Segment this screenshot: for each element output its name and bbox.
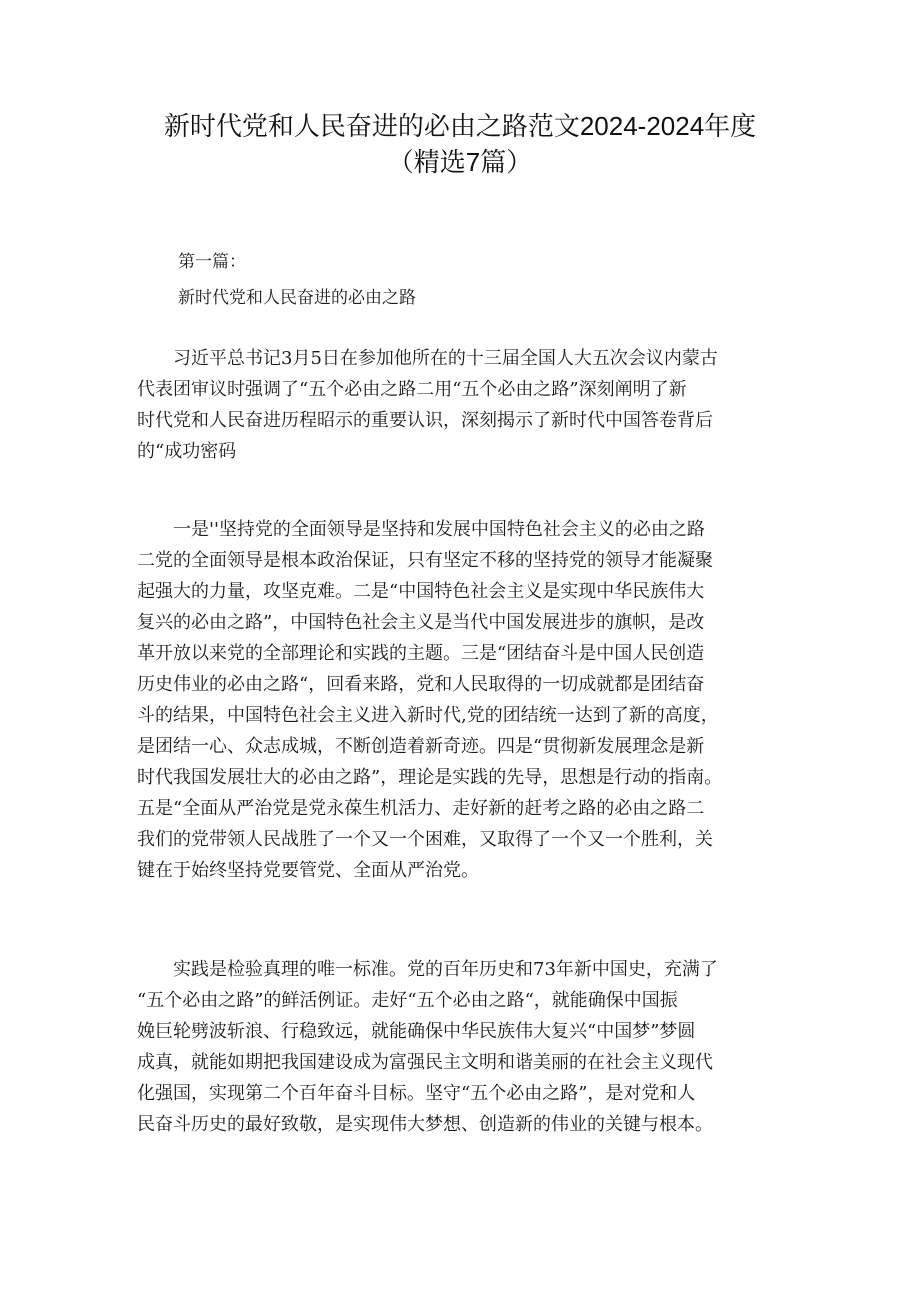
paragraph-line: 民奋斗历史的最好致敬，是实现伟大梦想、创造新的伟业的关键与根本。: [137, 1114, 713, 1135]
paragraph-line: 斗的结果，中国特色社会主义进入新时代,党的团结统一达到了新的高度，: [137, 705, 719, 726]
document-title: [130, 108, 790, 180]
paragraph-line: 代表团审议时强调了“五个必由之路二用“五个必由之路”深刻阐明了新: [137, 379, 687, 400]
paragraph-line: 化强国，实现第二个百年奋斗目标。坚守“五个必由之路”，是对党和人: [137, 1083, 696, 1104]
section-label: 第一篇：: [178, 252, 246, 272]
paragraph-line: “五个必由之路”的鲜活例证。走好“五个必由之路“，就能确保中国振: [137, 990, 678, 1011]
paragraph-line: 二党的全面领导是根本政治保证，只有坚定不移的坚持党的领导才能凝聚: [137, 550, 713, 571]
paragraph-line: 娩巨轮劈波斩浪、行稳致远，就能确保中华民族伟大复兴“中国梦”梦圆: [137, 1021, 696, 1042]
paragraph-line: 历史伟业的必由之路“，回看来路，党和人民取得的一切成就都是团结奋: [137, 674, 705, 695]
paragraph-line: 一是''坚持党的全面领导是坚持和发展中国特色社会主义的必由之路: [173, 519, 705, 540]
paragraph-line: 的“成功密码: [137, 441, 237, 462]
paragraph-line: 时代我国发展壮大的必由之路”，理论是实践的先导，思想是行动的指南。: [137, 767, 723, 788]
paragraph-line: 时代党和人民奋进历程昭示的重要认识，深刻揭示了新时代中国答卷背后: [137, 410, 713, 431]
paragraph-2: [137, 514, 787, 886]
title-line-2: （精选7篇）: [387, 147, 533, 177]
paragraph-line: 是团结一心、众志成城，不断创造着新奇迹。四是“贯彻新发展理念是新: [137, 736, 705, 757]
paragraph-line: 五是“全面从严治党是党永葆生机活力、走好新的赶考之路的必由之路二: [137, 798, 705, 819]
paragraph-line: 革开放以来党的全部理论和实践的主题。三是“团结奋斗是中国人民创造: [137, 643, 705, 664]
paragraph-line: 键在于始终坚持党要管党、全面从严治党。: [137, 860, 479, 881]
section-title: 新时代党和人民奋进的必由之路: [178, 288, 416, 308]
paragraph-3: [137, 954, 787, 1140]
paragraph-line: 我们的党带领人民战胜了一个又一个困难，又取得了一个又一个胜利，关: [137, 829, 713, 850]
paragraph-1: [137, 343, 787, 467]
paragraph-line: 习近平总书记3月5日在参加他所在的十三届全国人大五次会议内蒙古: [173, 348, 718, 369]
paragraph-line: 实践是检验真理的唯一标准。党的百年历史和73年新中国史，充满了: [173, 959, 718, 980]
paragraph-line: 起强大的力量，攻坚克难。二是“中国特色社会主义是实现中华民族伟大: [137, 581, 705, 602]
paragraph-line: 复兴的必由之路”，中国特色社会主义是当代中国发展进步的旗帜，是改: [137, 612, 705, 633]
paragraph-line: 成真，就能如期把我国建设成为富强民主文明和谐美丽的在社会主义现代: [137, 1052, 713, 1073]
title-line-1: 新时代党和人民奋进的必由之路范文2024-2024年度: [163, 111, 757, 141]
